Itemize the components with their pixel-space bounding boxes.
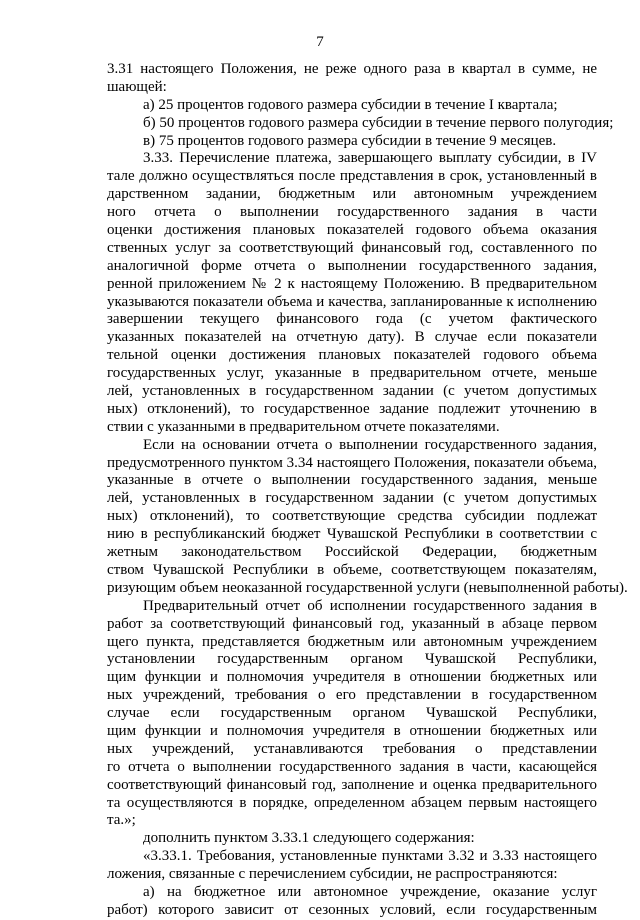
text-line: в) 75 процентов годового размера субсидии в течение 9 месяцев. [143, 132, 557, 149]
text-line: случае если государственным органом Чувашской Республики, [107, 705, 597, 722]
text-line: ных учреждений, устанавливаются требования о представлении [107, 740, 597, 757]
text-line: лей, установленных в государственном задании (с учетом допустимых [107, 383, 597, 400]
text-line: государственных услуг, указанные в предварительном отчете, меньше [107, 365, 597, 382]
text-line: та осуществляются в порядке, определенном абзацем первым настоящего [107, 794, 597, 811]
text-line: Если на основании отчета о выполнении государственного задания, [143, 436, 597, 453]
text-line: Предварительный отчет об исполнении государственного задания в [143, 597, 597, 614]
text-line: дополнить пунктом 3.33.1 следующего содержания: [143, 830, 475, 847]
text-line: лей, установленных в государственном задании (с учетом допустимых [107, 490, 597, 507]
page-number: 7 [316, 34, 324, 50]
text-line: жетным законодательством Российской Федерации, бюджетным [107, 544, 597, 561]
text-line: шающей: [107, 78, 167, 95]
text-line: указываются показатели объема и качества, запланированные к исполнению [107, 293, 597, 310]
text-line: ложения, связанные с перечислением субсидии, не распространяются: [107, 866, 558, 883]
text-line: щим функции и полномочия учредителя в отношении бюджетных или [107, 722, 597, 739]
text-line: б) 50 процентов годового размера субсидии в течение первого полугодия; [143, 114, 614, 131]
text-line: указанные в отчете о выполнении государственного задания, меньше [107, 472, 597, 489]
text-line: а) 25 процентов годового размера субсидии в течение I квартала; [143, 96, 558, 113]
text-line: работ) которого зависит от сезонных условий, если государственным [107, 901, 597, 918]
text-line: 3.33. Перечисление платежа, завершающего выплату субсидии, в IV [143, 150, 597, 167]
text-line: ного отчета о выполнении государственного задания в части [107, 204, 597, 221]
text-line: тале должно осуществляться после представления в срок, установленный в [107, 168, 597, 185]
text-line: аналогичной форме отчета о выполнении государственного задания, [107, 257, 597, 274]
text-line: предусмотренного пунктом 3.34 настоящего Положения, показатели объема, [107, 454, 597, 471]
text-line: ных) отклонений), то соответствующие средства субсидии подлежат [107, 508, 597, 525]
text-line: ственных услуг за соответствующий финансовый год, составленного по [107, 239, 597, 256]
text-line: нию в республиканский бюджет Чувашской Республики в соответствии с [107, 526, 597, 543]
text-line: ством Чувашской Республики в объеме, соответствующем показателям, [107, 561, 597, 578]
text-line: та.»; [107, 812, 136, 829]
text-line: ренной приложением № 2 к настоящему Положению. В предварительном [107, 275, 597, 292]
text-line: дарственном задании, бюджетным или автономным учреждением [107, 186, 597, 203]
text-line: щим функции и полномочия учредителя в отношении бюджетных или [107, 669, 597, 686]
text-line: 3.31 настоящего Положения, не реже одного раза в квартал в сумме, не [107, 61, 597, 77]
text-line: соответствующий финансовый год, заполнение и оценка предварительного [107, 776, 597, 793]
text-line: тельной оценки достижения плановых показателей годового объема [107, 347, 597, 364]
text-line: ных) отклонений), то государственное задание подлежит уточнению в [107, 400, 597, 417]
text-line: работ за соответствующий финансовый год, указанный в абзаце первом [107, 615, 597, 632]
text-line: ных учреждений, требования о его представлении в государственном [107, 687, 597, 704]
text-line: «3.33.1. Требования, установленные пунктами 3.32 и 3.33 настоящего [143, 848, 597, 865]
text-line: ствии с указанными в предварительном отчете показателями. [107, 418, 500, 435]
body-text [107, 61, 628, 920]
text-line: а) на бюджетное или автономное учреждение, оказание услуг [143, 883, 597, 900]
text-line: завершении текущего финансового года (с учетом фактического [107, 311, 597, 328]
text-line: установлении государственным органом Чувашской Республики, [107, 651, 597, 668]
text-line: ризующим объем неоказанной государственной услуги (невыполненной работы). [107, 579, 628, 596]
text-line: оценки достижения плановых показателей годового объема оказания [107, 222, 597, 239]
text-line: щего пункта, представляется бюджетным или автономным учреждением [107, 633, 597, 650]
text-line: го отчета о выполнении государственного задания в части, касающейся [107, 758, 597, 775]
text-line: указанных показателей на отчетную дату). В случае если показатели [107, 329, 597, 346]
